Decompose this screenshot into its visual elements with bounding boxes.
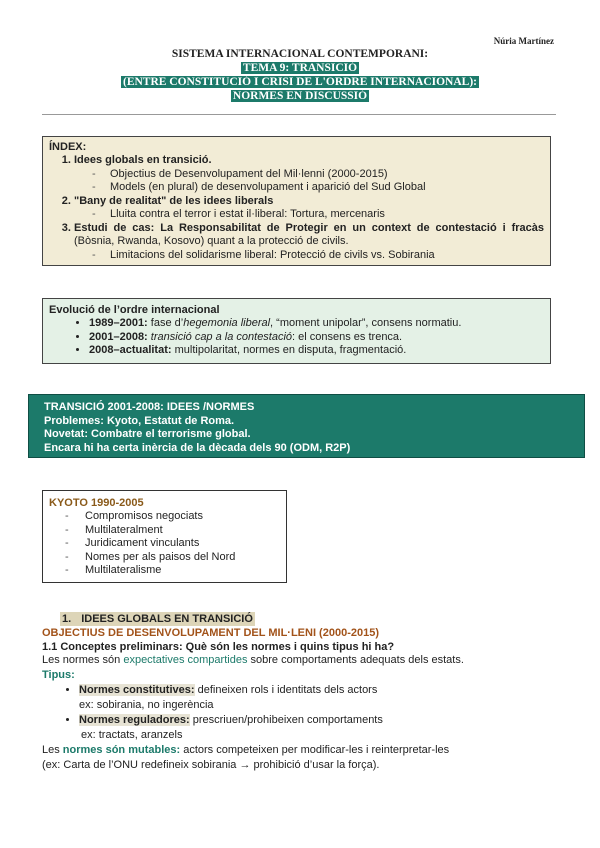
index-item-tail: (Bòsnia, Rwanda, Kosovo) quant a la protecció de civils.	[74, 235, 349, 247]
index-item-label: Estudi de cas: La Responsabilitat de Protegir en un context de contestació i fracàs	[74, 221, 544, 234]
text: Les	[42, 744, 63, 756]
type-term: Normes constitutives:	[79, 684, 195, 696]
index-subitem: - Objectius de Desenvolupament del Mil·lenni (2000-2015)	[110, 168, 544, 182]
banner-line: Problemes: Kyoto, Estatut de Roma.	[44, 414, 235, 427]
evolution-title: Evolució de l’ordre internacional	[49, 304, 220, 316]
evolution-period: 1989–2001:	[89, 317, 148, 329]
type-term: Normes reguladores:	[79, 714, 190, 726]
evolution-text: : el consens es trenca.	[292, 330, 403, 343]
evolution-emphasis: transició cap a la contestació	[150, 330, 293, 343]
index-subitem: - Models (en plural) de desenvolupament i aparició del Sud Global	[110, 181, 544, 195]
index-item	[74, 195, 544, 222]
section-heading	[60, 613, 562, 625]
banner-line: Encara hi ha certa inèrcia de la dècada dels 90 (ODM, R2P)	[44, 441, 351, 454]
kyoto-item: - Juridicament vinculants	[85, 537, 280, 551]
example-line: ex: tractats, aranzels	[81, 729, 183, 741]
index-item	[74, 154, 544, 195]
evolution-period: 2008–actualitat:	[89, 344, 172, 356]
example-line: ex: sobirania, no ingerència	[79, 699, 214, 711]
highlight-text: expectatives compartides	[123, 654, 248, 666]
paragraph: (ex: Carta de l’ONU redefineix sobirania → prohibició d’usar la força).	[42, 759, 380, 771]
index-subitem: - Lluita contra el terror i estat il·liberal: Tortura, mercenaris	[110, 208, 544, 222]
evolution-period: 2001–2008:	[89, 330, 148, 343]
paragraph	[42, 653, 562, 668]
kyoto-box	[42, 490, 287, 583]
evolution-item	[89, 331, 544, 345]
evolution-text: multipolaritat, normes en disputa, fragmentació.	[171, 344, 407, 356]
author-name: Núria Martínez	[493, 36, 554, 46]
type-text: defineixen rols i identitats dels actors	[194, 684, 378, 696]
type-item	[79, 713, 562, 728]
kyoto-item: - Multilateralment	[85, 524, 280, 538]
evolution-item	[89, 344, 544, 358]
topic-heading: NORMES EN DISCUSSIÓ	[232, 90, 368, 102]
banner-title: TRANSICIÓ 2001-2008: IDEES /NORMES	[44, 401, 255, 413]
question-heading: 1.1 Conceptes preliminars: Què són les normes i quins tipus hi ha?	[42, 641, 395, 653]
index-title: ÍNDEX:	[49, 141, 87, 153]
types-label: Tipus:	[42, 669, 75, 681]
subsection-title: OBJECTIUS DE DESENVOLUPAMENT DEL MIL·LENI (2000-2015)	[42, 627, 379, 639]
kyoto-item: - Compromisos negociats	[85, 510, 280, 524]
highlight-text: normes són mutables:	[62, 744, 181, 756]
evolution-item	[89, 317, 544, 331]
header-divider	[42, 114, 556, 115]
topic-subtitle: (ENTRE CONSTITUCIÓ I CRISI DE L'ORDRE INTERNACIONAL):	[122, 76, 477, 88]
paragraph	[42, 743, 562, 758]
section-title: IDEES GLOBALS EN TRANSICIÓ	[81, 613, 253, 625]
evolution-box	[42, 298, 551, 364]
type-text: prescriuen/prohibeixen comportaments	[189, 714, 383, 726]
type-item	[79, 683, 562, 698]
evolution-text: , “moment unipolar”, consens normatiu.	[270, 317, 462, 329]
transition-banner	[28, 394, 585, 458]
evolution-text: fase d’	[147, 317, 184, 329]
index-subitem: - Limitacions del solidarisme liberal: Protecció de civils vs. Sobirania	[110, 249, 544, 263]
index-item-label: "Bany de realitat" de les idees liberals	[74, 194, 274, 207]
section-number: 1.	[62, 613, 72, 625]
text: actors competeixen per modificar-les i reinterpretar-les	[180, 744, 450, 756]
document-header	[0, 47, 600, 103]
text: Les normes són	[42, 654, 124, 666]
index-item	[74, 222, 544, 263]
kyoto-title: KYOTO 1990-2005	[49, 497, 144, 509]
kyoto-item: - Nomes per als paisos del Nord	[85, 551, 280, 565]
document-title: SISTEMA INTERNACIONAL CONTEMPORANI:	[171, 48, 429, 60]
section-1	[42, 613, 562, 773]
index-box	[42, 136, 551, 266]
banner-line: Novetat: Combatre el terrorisme global.	[44, 428, 251, 440]
evolution-emphasis: hegemonia liberal	[183, 317, 271, 329]
text: sobre comportaments adequats dels estats.	[247, 654, 464, 666]
kyoto-item: - Multilateralisme	[85, 564, 280, 578]
topic-title: TEMA 9: TRANSICIÓ	[242, 62, 358, 74]
index-item-label: Idees globals en transició.	[74, 154, 212, 166]
